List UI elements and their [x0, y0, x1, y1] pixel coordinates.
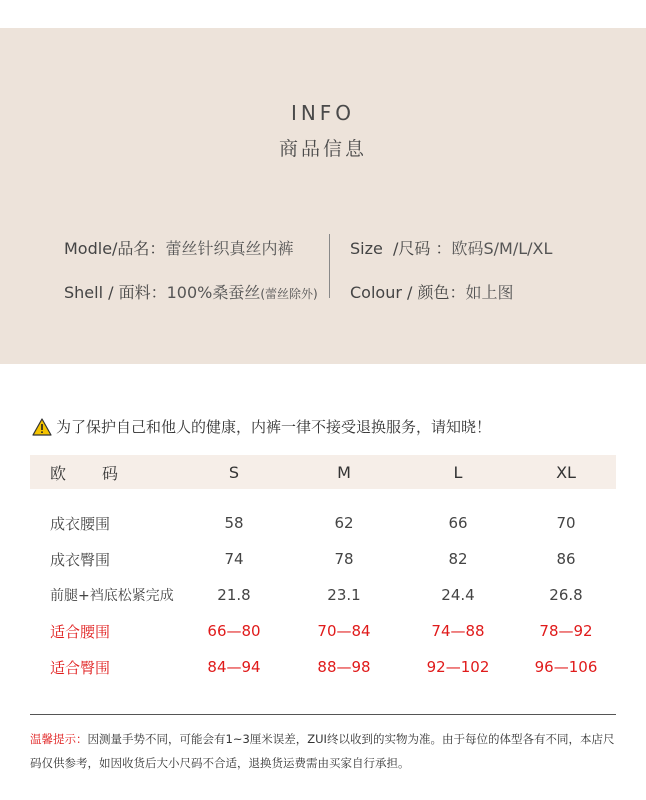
cell: 23.1 [327, 586, 361, 604]
notice-label: 温馨提示： [30, 732, 88, 746]
shell-value: 100%桑蚕丝 [166, 283, 261, 302]
size-spec [350, 236, 552, 259]
cell: 21.8 [217, 586, 251, 604]
size-label: Size /尺码 ： [350, 239, 452, 258]
header-xl: XL [556, 462, 576, 482]
shell-note: (蕾丝除外) [260, 287, 318, 301]
cell: 74—88 [431, 622, 485, 640]
cell: 86 [556, 550, 576, 568]
cell: 74 [224, 550, 244, 568]
header-m: M [337, 462, 351, 482]
table-row-hip [30, 541, 616, 577]
cell: 26.8 [549, 586, 583, 604]
info-title: INFO [290, 101, 356, 125]
colour-label: Colour / 颜色： [350, 283, 466, 302]
table-row-fit-hip [30, 649, 616, 685]
cell: 82 [448, 550, 468, 568]
cell: 78 [334, 550, 354, 568]
cell: 24.4 [441, 586, 475, 604]
cell: 96—106 [534, 658, 598, 676]
colour-value: 如上图 [465, 283, 514, 302]
row-label: 适合腰围 [50, 622, 111, 641]
size-table [30, 455, 616, 685]
size-table-header [30, 455, 616, 489]
table-row-fit-waist [30, 613, 616, 649]
model-spec [64, 236, 293, 259]
cell: 88—98 [317, 658, 371, 676]
row-label: 前腿+裆底松紧完成 [50, 588, 174, 604]
warning-text: 为了保护自己和他人的健康，内裤一律不接受退换服务，请知晓！ [56, 418, 492, 436]
colour-spec [350, 280, 514, 303]
header-s: S [228, 462, 240, 482]
return-warning [32, 416, 491, 437]
table-row-waist [30, 505, 616, 541]
spec-divider [329, 234, 330, 298]
cell: 70 [556, 514, 576, 532]
row-label: 成衣腰围 [50, 514, 111, 533]
cell: 66 [448, 514, 468, 532]
row-label: 成衣臀围 [50, 550, 111, 569]
product-info-panel [0, 28, 646, 364]
notice-body: 因测量手势不同，可能会有1~3厘米误差，ZUI终以收到的实物为准。由于每位的体型各有不同，本店尺码仅供参考，如因收货后大小尺码不合适，退换货运费需由买家自行承担。 [30, 732, 615, 770]
table-row-leg [30, 577, 616, 613]
header-size-standard: 欧码 [50, 463, 155, 483]
cell: 78—92 [539, 622, 593, 640]
notice-text [30, 727, 620, 775]
notice-divider [30, 714, 616, 715]
cell: 92—102 [426, 658, 490, 676]
shell-label: Shell / 面料： [64, 283, 167, 302]
info-subtitle: 商品信息 [278, 138, 367, 160]
size-value: 欧码S/M/L/XL [451, 239, 553, 258]
cell: 62 [334, 514, 354, 532]
cell: 58 [224, 514, 244, 532]
header-l: L [453, 462, 463, 482]
shell-spec [64, 280, 318, 303]
row-label: 适合臀围 [50, 658, 111, 677]
cell: 66—80 [207, 622, 261, 640]
model-value: 蕾丝针织真丝内裤 [165, 239, 294, 258]
cell: 84—94 [207, 658, 261, 676]
cell: 70—84 [317, 622, 371, 640]
warning-triangle-icon [32, 418, 52, 436]
model-label: Modle/品名： [64, 239, 166, 258]
